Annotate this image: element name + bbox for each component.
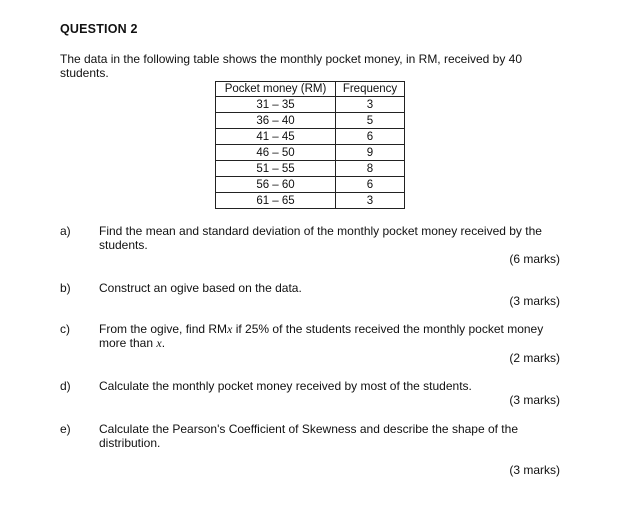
class-interval: 36 – 40	[216, 113, 336, 129]
table-row	[216, 113, 405, 129]
variable-x: x	[227, 322, 233, 336]
table-row	[216, 129, 405, 145]
class-interval: 31 – 35	[216, 97, 336, 113]
question-letter: a)	[60, 224, 71, 238]
question-marks: (6 marks)	[509, 252, 560, 266]
question-marks: (3 marks)	[509, 393, 560, 407]
frequency-value: 5	[336, 113, 405, 129]
question-marks: (3 marks)	[509, 294, 560, 308]
question-marks: (3 marks)	[509, 463, 560, 477]
frequency-value: 9	[336, 145, 405, 161]
variable-x: x	[156, 336, 162, 350]
class-interval: 56 – 60	[216, 177, 336, 193]
question-letter: d)	[60, 379, 71, 393]
question-text: Find the mean and standard deviation of the monthly pocket money received by the students.	[99, 224, 542, 252]
question-text-part: From the ogive, find RM	[99, 322, 228, 336]
question-heading: QUESTION 2	[60, 22, 138, 36]
question-text-part: if 25% of the students received the monthly pocket money more than	[99, 322, 544, 350]
question-marks: (2 marks)	[509, 351, 560, 365]
frequency-value: 3	[336, 97, 405, 113]
table-row	[216, 161, 405, 177]
class-interval: 51 – 55	[216, 161, 336, 177]
table-row	[216, 97, 405, 113]
table-row	[216, 177, 405, 193]
class-interval: 46 – 50	[216, 145, 336, 161]
frequency-value: 6	[336, 129, 405, 145]
question-text: Calculate the monthly pocket money received by most of the students.	[99, 379, 472, 393]
frequency-value: 3	[336, 193, 405, 209]
column-header-pocket-money: Pocket money (RM)	[216, 82, 336, 97]
frequency-value: 6	[336, 177, 405, 193]
frequency-table	[215, 81, 405, 209]
question-letter: e)	[60, 422, 71, 436]
column-header-frequency: Frequency	[336, 82, 405, 97]
table-header-row	[216, 82, 405, 97]
question-text: Calculate the Pearson's Coefficient of Skewness and describe the shape of the distribution.	[99, 422, 518, 450]
question-text-part: .	[161, 336, 166, 350]
question-text: Construct an ogive based on the data.	[99, 281, 302, 295]
question-letter: b)	[60, 281, 71, 295]
class-interval: 41 – 45	[216, 129, 336, 145]
table-row	[216, 145, 405, 161]
intro-text: The data in the following table shows the monthly pocket money, in RM, received by 40 students.	[60, 52, 523, 80]
question-letter: c)	[60, 322, 70, 336]
class-interval: 61 – 65	[216, 193, 336, 209]
frequency-value: 8	[336, 161, 405, 177]
question-text	[99, 322, 565, 350]
table-row	[216, 193, 405, 209]
